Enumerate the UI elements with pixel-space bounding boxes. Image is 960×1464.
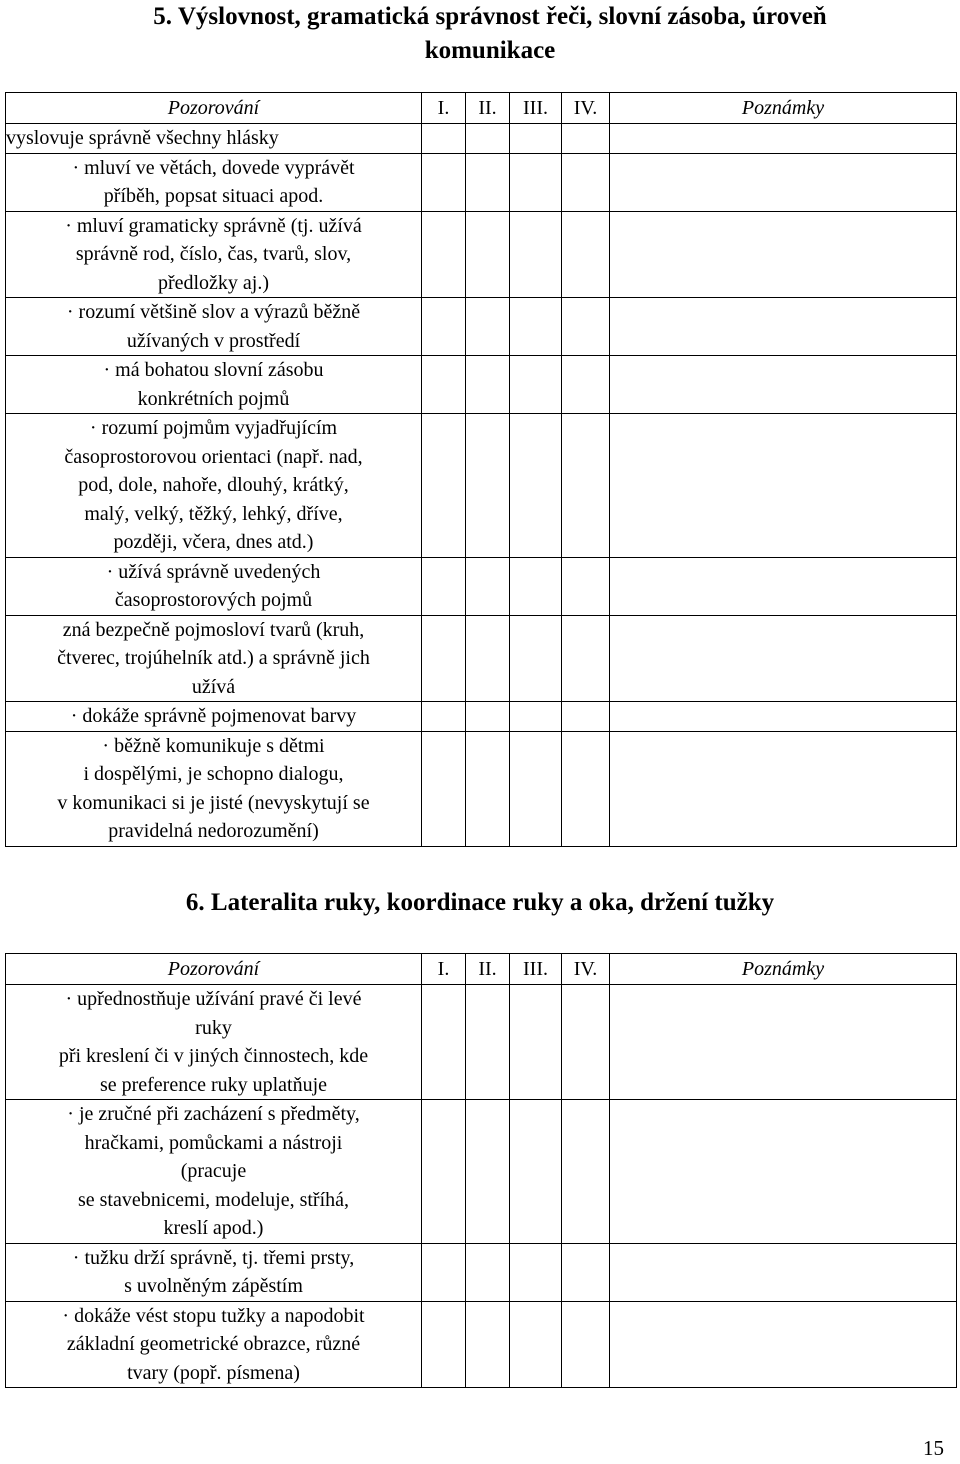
period-1-cell[interactable] xyxy=(422,557,466,615)
notes-cell[interactable] xyxy=(610,985,957,1100)
period-3-cell[interactable] xyxy=(510,731,562,846)
period-1-cell[interactable] xyxy=(422,211,466,298)
period-1-cell[interactable] xyxy=(422,615,466,702)
observation-cell xyxy=(6,702,422,732)
table-header-row xyxy=(6,954,957,985)
period-3-cell[interactable] xyxy=(510,414,562,558)
observation-line: · tužku drží správně, tj. třemi prsty, xyxy=(72,1246,355,1269)
period-4-cell[interactable] xyxy=(562,211,610,298)
header-observation: Pozorování xyxy=(6,954,422,985)
header-period-1: I. xyxy=(422,93,466,124)
notes-cell[interactable] xyxy=(610,414,957,558)
period-4-cell[interactable] xyxy=(562,557,610,615)
period-2-cell[interactable] xyxy=(466,211,510,298)
period-2-cell[interactable] xyxy=(466,1301,510,1388)
period-3-cell[interactable] xyxy=(510,356,562,414)
observation-line: se preference ruky uplatňuje xyxy=(99,1073,328,1096)
period-2-cell[interactable] xyxy=(466,1243,510,1301)
observation-line: příběh, popsat situaci apod. xyxy=(103,185,324,207)
notes-cell[interactable] xyxy=(610,298,957,356)
period-4-cell[interactable] xyxy=(562,414,610,558)
table-row xyxy=(6,211,957,298)
period-3-cell[interactable] xyxy=(510,1301,562,1388)
table-row xyxy=(6,557,957,615)
period-4-cell[interactable] xyxy=(562,615,610,702)
period-2-cell[interactable] xyxy=(466,124,510,154)
header-notes: Poznámky xyxy=(610,954,957,985)
header-period-2: II. xyxy=(466,93,510,124)
section-5-title-line2: komunikace xyxy=(424,37,556,64)
observation-cell xyxy=(6,1243,422,1301)
notes-cell[interactable] xyxy=(610,211,957,298)
period-4-cell[interactable] xyxy=(562,731,610,846)
observation-line: předložky aj.) xyxy=(157,271,270,294)
period-1-cell[interactable] xyxy=(422,298,466,356)
observation-line: · má bohatou slovní zásobu xyxy=(103,359,324,381)
header-period-3: III. xyxy=(510,93,562,124)
table-row xyxy=(6,1301,957,1388)
observation-line: pravidelná nedorozumění) xyxy=(108,820,319,842)
period-3-cell[interactable] xyxy=(510,615,562,702)
header-observation: Pozorování xyxy=(6,93,422,124)
section-6-observation-table xyxy=(5,953,957,1388)
page-number: 15 xyxy=(923,1436,944,1460)
period-4-cell[interactable] xyxy=(562,1243,610,1301)
observation-line: hračkami, pomůckami a nástroji xyxy=(84,1131,343,1154)
period-1-cell[interactable] xyxy=(422,1301,466,1388)
observation-line: tvary (popř. písmena) xyxy=(127,1361,300,1384)
notes-cell[interactable] xyxy=(610,1243,957,1301)
header-notes: Poznámky xyxy=(610,93,957,124)
observation-line: (pracuje xyxy=(180,1160,247,1182)
section-5-title xyxy=(60,0,920,68)
observation-line: · rozumí většině slov a výrazů běžně xyxy=(66,301,361,323)
period-4-cell[interactable] xyxy=(562,985,610,1100)
notes-cell[interactable] xyxy=(610,1100,957,1244)
observation-line: · upřednostňuje užívání pravé či levé xyxy=(65,988,362,1010)
observation-line: později, včera, dnes atd.) xyxy=(113,531,314,553)
period-1-cell[interactable] xyxy=(422,153,466,211)
header-period-1: I. xyxy=(422,954,466,985)
period-3-cell[interactable] xyxy=(510,557,562,615)
observation-cell xyxy=(6,1301,422,1388)
period-1-cell[interactable] xyxy=(422,356,466,414)
notes-cell[interactable] xyxy=(610,153,957,211)
observation-line: při kreslení či v jiných činnostech, kde xyxy=(58,1045,369,1067)
notes-cell[interactable] xyxy=(610,702,957,732)
observation-cell xyxy=(6,124,422,154)
header-period-4: IV. xyxy=(562,93,610,124)
period-3-cell[interactable] xyxy=(510,124,562,154)
period-4-cell[interactable] xyxy=(562,1100,610,1244)
period-3-cell[interactable] xyxy=(510,211,562,298)
observation-line: · je zručné při zacházení s předměty, xyxy=(67,1103,360,1125)
table-row xyxy=(6,124,957,154)
period-2-cell[interactable] xyxy=(466,702,510,732)
observation-line: vyslovuje správně všechny hlásky xyxy=(6,127,279,149)
observation-cell xyxy=(6,356,422,414)
observation-cell xyxy=(6,414,422,558)
notes-cell[interactable] xyxy=(610,557,957,615)
observation-line: se stavebnicemi, modeluje, stříhá, xyxy=(77,1188,350,1211)
observation-line: ruky xyxy=(195,1016,232,1039)
period-2-cell[interactable] xyxy=(466,153,510,211)
observation-line: · dokáže vést stopu tužky a napodobit xyxy=(62,1304,365,1327)
period-2-cell[interactable] xyxy=(466,414,510,558)
observation-cell xyxy=(6,1100,422,1244)
period-3-cell[interactable] xyxy=(510,153,562,211)
table-header-row xyxy=(6,93,957,124)
period-3-cell[interactable] xyxy=(510,985,562,1100)
observation-line: užívá xyxy=(191,675,236,698)
notes-cell[interactable] xyxy=(610,615,957,702)
observation-line: pod, dole, nahoře, dlouhý, krátký, xyxy=(78,474,349,496)
period-1-cell[interactable] xyxy=(422,1100,466,1244)
header-period-3: III. xyxy=(510,954,562,985)
period-2-cell[interactable] xyxy=(466,615,510,702)
period-2-cell[interactable] xyxy=(466,298,510,356)
period-2-cell[interactable] xyxy=(466,557,510,615)
period-1-cell[interactable] xyxy=(422,985,466,1100)
period-4-cell[interactable] xyxy=(562,702,610,732)
period-3-cell[interactable] xyxy=(510,1100,562,1244)
table-row xyxy=(6,615,957,702)
table-row xyxy=(6,153,957,211)
section-6-title: 6. Lateralita ruky, koordinace ruky a oka, držení tužky xyxy=(185,889,775,916)
observation-line: časoprostorovou orientaci (např. nad, xyxy=(64,445,363,468)
period-4-cell[interactable] xyxy=(562,356,610,414)
observation-line: zná bezpečně pojmosloví tvarů (kruh, xyxy=(62,618,365,641)
observation-line: malý, velký, těžký, lehký, dříve, xyxy=(84,502,343,525)
observation-line: konkrétních pojmů xyxy=(137,387,290,410)
observation-cell xyxy=(6,298,422,356)
period-1-cell[interactable] xyxy=(422,414,466,558)
table-row xyxy=(6,985,957,1100)
period-4-cell[interactable] xyxy=(562,153,610,211)
period-3-cell[interactable] xyxy=(510,298,562,356)
period-1-cell[interactable] xyxy=(422,124,466,154)
header-period-2: II. xyxy=(466,954,510,985)
table-row xyxy=(6,1243,957,1301)
observation-line: užívaných v prostředí xyxy=(126,329,301,352)
notes-cell[interactable] xyxy=(610,124,957,154)
notes-cell[interactable] xyxy=(610,1301,957,1388)
period-3-cell[interactable] xyxy=(510,702,562,732)
period-1-cell[interactable] xyxy=(422,1243,466,1301)
notes-cell[interactable] xyxy=(610,731,957,846)
observation-cell xyxy=(6,615,422,702)
observation-line: kreslí apod.) xyxy=(163,1217,264,1239)
observation-line: · užívá správně uvedených xyxy=(106,560,321,583)
table-row xyxy=(6,731,957,846)
observation-line: čtverec, trojúhelník atd.) a správně jich xyxy=(57,647,370,669)
observation-line: · mluví ve větách, dovede vyprávět xyxy=(72,156,355,179)
observation-cell xyxy=(6,557,422,615)
observation-line: · běžně komunikuje s dětmi xyxy=(102,734,325,757)
period-4-cell[interactable] xyxy=(562,124,610,154)
header-period-4: IV. xyxy=(562,954,610,985)
section-5-observation-table xyxy=(5,92,957,847)
period-2-cell[interactable] xyxy=(466,985,510,1100)
period-2-cell[interactable] xyxy=(466,731,510,846)
table-row xyxy=(6,356,957,414)
period-1-cell[interactable] xyxy=(422,702,466,732)
observation-line: s uvolněným zápěstím xyxy=(124,1275,303,1297)
observation-line: i dospělými, je schopno dialogu, xyxy=(83,763,344,785)
period-2-cell[interactable] xyxy=(466,1100,510,1244)
observation-line: základní geometrické obrazce, různé xyxy=(66,1333,361,1355)
observation-line: · mluví gramaticky správně (tj. užívá xyxy=(65,214,362,237)
section-5-title-line1: 5. Výslovnost, gramatická správnost řeči, slovní zásoba, úroveň xyxy=(153,3,827,30)
observation-cell xyxy=(6,211,422,298)
observation-cell xyxy=(6,153,422,211)
observation-line: časoprostorových pojmů xyxy=(114,589,313,611)
period-3-cell[interactable] xyxy=(510,1243,562,1301)
table-row xyxy=(6,298,957,356)
observation-line: správně rod, číslo, čas, tvarů, slov, xyxy=(75,243,352,265)
observation-line: · dokáže správně pojmenovat barvy xyxy=(70,705,357,727)
table-row xyxy=(6,414,957,558)
period-1-cell[interactable] xyxy=(422,731,466,846)
table-row xyxy=(6,702,957,732)
observation-line: · rozumí pojmům vyjadřujícím xyxy=(89,417,338,439)
table-row xyxy=(6,1100,957,1244)
notes-cell[interactable] xyxy=(610,356,957,414)
observation-cell xyxy=(6,985,422,1100)
period-4-cell[interactable] xyxy=(562,1301,610,1388)
period-2-cell[interactable] xyxy=(466,356,510,414)
observation-line: v komunikaci si je jisté (nevyskytují se xyxy=(57,791,370,814)
observation-cell xyxy=(6,731,422,846)
period-4-cell[interactable] xyxy=(562,298,610,356)
